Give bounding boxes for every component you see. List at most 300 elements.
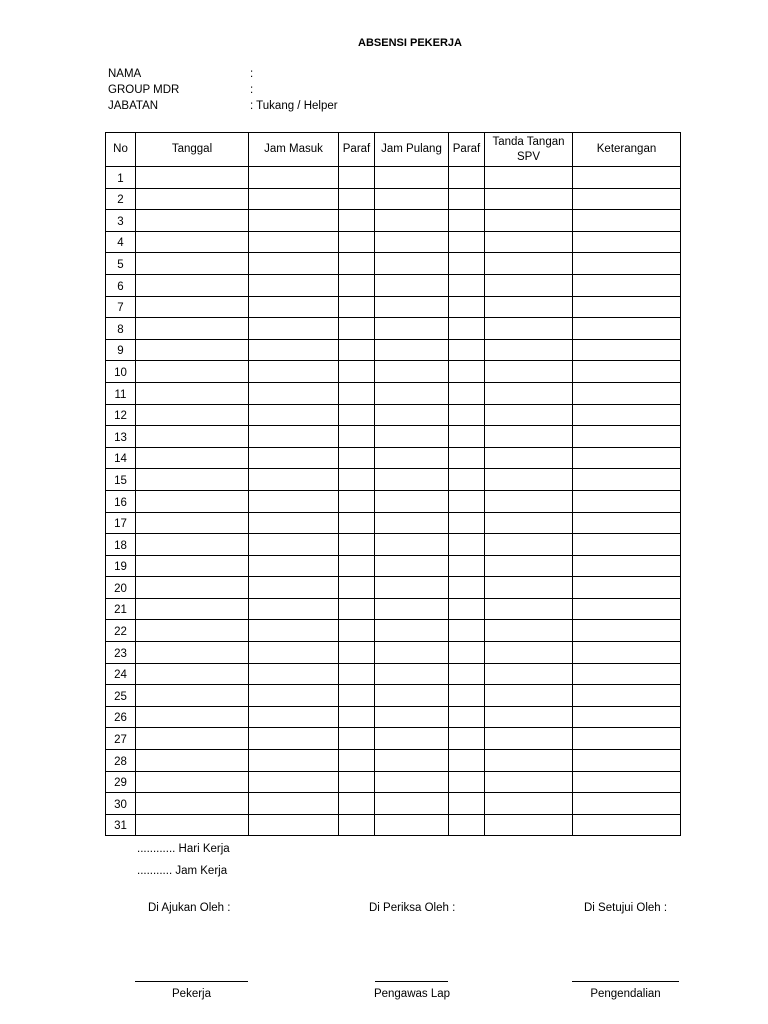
cell-jam-pulang[interactable]: [375, 404, 449, 426]
cell-paraf-masuk[interactable]: [339, 771, 375, 793]
cell-paraf-pulang[interactable]: [449, 534, 485, 556]
cell-tanda-tangan[interactable]: [485, 231, 573, 253]
cell-jam-masuk[interactable]: [249, 296, 339, 318]
signature-name-pengawas: Pengawas Lap: [373, 988, 451, 1000]
signature-label-diajukan: Di Ajukan Oleh :: [148, 902, 231, 914]
table-row: [106, 167, 681, 189]
row-number: 3: [106, 210, 136, 232]
table-row: [106, 771, 681, 793]
cell-tanggal[interactable]: [136, 404, 249, 426]
cell-jam-pulang[interactable]: [375, 490, 449, 512]
cell-keterangan[interactable]: [573, 188, 681, 210]
cell-jam-pulang[interactable]: [375, 728, 449, 750]
cell-paraf-masuk[interactable]: [339, 339, 375, 361]
cell-paraf-masuk[interactable]: [339, 404, 375, 426]
cell-paraf-pulang[interactable]: [449, 642, 485, 664]
cell-paraf-masuk[interactable]: [339, 210, 375, 232]
cell-paraf-pulang[interactable]: [449, 188, 485, 210]
table-row: [106, 793, 681, 815]
cell-jam-masuk[interactable]: [249, 814, 339, 836]
header-tanda-tangan-spv: [485, 133, 573, 167]
cell-keterangan[interactable]: [573, 793, 681, 815]
cell-tanggal[interactable]: [136, 663, 249, 685]
cell-jam-masuk[interactable]: [249, 339, 339, 361]
cell-tanggal[interactable]: [136, 620, 249, 642]
cell-paraf-pulang[interactable]: [449, 469, 485, 491]
cell-keterangan[interactable]: [573, 706, 681, 728]
cell-paraf-pulang[interactable]: [449, 814, 485, 836]
cell-jam-masuk[interactable]: [249, 577, 339, 599]
cell-paraf-pulang[interactable]: [449, 620, 485, 642]
table-row: [106, 642, 681, 664]
cell-keterangan[interactable]: [573, 296, 681, 318]
cell-keterangan[interactable]: [573, 447, 681, 469]
cell-keterangan[interactable]: [573, 318, 681, 340]
row-number: 30: [106, 793, 136, 815]
table-row: [106, 490, 681, 512]
row-number: 27: [106, 728, 136, 750]
cell-paraf-masuk[interactable]: [339, 750, 375, 772]
cell-tanda-tangan[interactable]: [485, 404, 573, 426]
cell-jam-masuk[interactable]: [249, 253, 339, 275]
header-jam-masuk: Jam Masuk: [249, 133, 339, 167]
cell-jam-masuk[interactable]: [249, 167, 339, 189]
cell-jam-pulang[interactable]: [375, 663, 449, 685]
cell-paraf-pulang[interactable]: [449, 274, 485, 296]
cell-paraf-pulang[interactable]: [449, 361, 485, 383]
cell-tanggal[interactable]: [136, 728, 249, 750]
cell-jam-masuk[interactable]: [249, 447, 339, 469]
header-no: No: [106, 133, 136, 167]
cell-jam-masuk[interactable]: [249, 512, 339, 534]
cell-keterangan[interactable]: [573, 577, 681, 599]
cell-tanda-tangan[interactable]: [485, 382, 573, 404]
cell-jam-masuk[interactable]: [249, 793, 339, 815]
cell-jam-pulang[interactable]: [375, 339, 449, 361]
cell-keterangan[interactable]: [573, 663, 681, 685]
signature-line-pekerja: [135, 981, 248, 982]
cell-jam-pulang[interactable]: [375, 296, 449, 318]
cell-paraf-masuk[interactable]: [339, 663, 375, 685]
cell-tanda-tangan[interactable]: [485, 706, 573, 728]
cell-jam-pulang[interactable]: [375, 577, 449, 599]
cell-paraf-masuk[interactable]: [339, 296, 375, 318]
cell-jam-pulang[interactable]: [375, 318, 449, 340]
cell-paraf-pulang[interactable]: [449, 706, 485, 728]
signature-label-diperiksa: Di Periksa Oleh :: [369, 902, 456, 914]
table-row: [106, 577, 681, 599]
cell-paraf-pulang[interactable]: [449, 296, 485, 318]
cell-tanggal[interactable]: [136, 685, 249, 707]
cell-paraf-pulang[interactable]: [449, 555, 485, 577]
cell-tanggal[interactable]: [136, 706, 249, 728]
cell-tanggal[interactable]: [136, 318, 249, 340]
row-number: 9: [106, 339, 136, 361]
table-row: [106, 188, 681, 210]
cell-keterangan[interactable]: [573, 534, 681, 556]
cell-keterangan[interactable]: [573, 210, 681, 232]
cell-tanggal[interactable]: [136, 361, 249, 383]
cell-keterangan[interactable]: [573, 339, 681, 361]
cell-tanggal[interactable]: [136, 793, 249, 815]
cell-tanggal[interactable]: [136, 771, 249, 793]
cell-jam-masuk[interactable]: [249, 382, 339, 404]
cell-tanda-tangan[interactable]: [485, 469, 573, 491]
info-value-nama: :: [250, 68, 254, 80]
cell-tanda-tangan[interactable]: [485, 728, 573, 750]
cell-jam-masuk[interactable]: [249, 490, 339, 512]
cell-tanda-tangan[interactable]: [485, 793, 573, 815]
cell-jam-pulang[interactable]: [375, 361, 449, 383]
cell-jam-pulang[interactable]: [375, 382, 449, 404]
cell-keterangan[interactable]: [573, 598, 681, 620]
cell-keterangan[interactable]: [573, 685, 681, 707]
cell-jam-pulang[interactable]: [375, 793, 449, 815]
cell-jam-masuk[interactable]: [249, 210, 339, 232]
cell-jam-masuk[interactable]: [249, 771, 339, 793]
table-row: [106, 728, 681, 750]
cell-keterangan[interactable]: [573, 167, 681, 189]
row-number: 4: [106, 231, 136, 253]
cell-jam-pulang[interactable]: [375, 210, 449, 232]
cell-paraf-masuk[interactable]: [339, 253, 375, 275]
table-row: [106, 253, 681, 275]
cell-paraf-masuk[interactable]: [339, 512, 375, 534]
cell-tanda-tangan[interactable]: [485, 642, 573, 664]
cell-paraf-pulang[interactable]: [449, 447, 485, 469]
cell-tanda-tangan[interactable]: [485, 210, 573, 232]
cell-paraf-masuk[interactable]: [339, 555, 375, 577]
cell-paraf-masuk[interactable]: [339, 490, 375, 512]
cell-tanggal[interactable]: [136, 188, 249, 210]
cell-keterangan[interactable]: [573, 382, 681, 404]
cell-keterangan[interactable]: [573, 512, 681, 534]
cell-paraf-masuk[interactable]: [339, 231, 375, 253]
cell-tanggal[interactable]: [136, 167, 249, 189]
cell-jam-pulang[interactable]: [375, 447, 449, 469]
cell-paraf-pulang[interactable]: [449, 728, 485, 750]
table-row: [106, 339, 681, 361]
table-row: [106, 685, 681, 707]
table-row: [106, 382, 681, 404]
row-number: 5: [106, 253, 136, 275]
cell-jam-masuk[interactable]: [249, 361, 339, 383]
cell-paraf-masuk[interactable]: [339, 426, 375, 448]
cell-keterangan[interactable]: [573, 728, 681, 750]
row-number: 8: [106, 318, 136, 340]
summary-hari-kerja: ............ Hari Kerja: [137, 843, 230, 855]
cell-tanda-tangan[interactable]: [485, 620, 573, 642]
cell-tanggal[interactable]: [136, 231, 249, 253]
cell-jam-pulang[interactable]: [375, 253, 449, 275]
signature-line-pengawas: [375, 981, 448, 982]
signature-name-pengendalian: Pengendalian: [590, 988, 661, 1000]
cell-tanda-tangan[interactable]: [485, 771, 573, 793]
table-row: [106, 447, 681, 469]
cell-keterangan[interactable]: [573, 469, 681, 491]
table-row: [106, 814, 681, 836]
cell-keterangan[interactable]: [573, 642, 681, 664]
cell-tanda-tangan[interactable]: [485, 750, 573, 772]
table-row: [106, 512, 681, 534]
cell-keterangan[interactable]: [573, 555, 681, 577]
cell-keterangan[interactable]: [573, 490, 681, 512]
row-number: 18: [106, 534, 136, 556]
cell-paraf-masuk[interactable]: [339, 814, 375, 836]
cell-jam-pulang[interactable]: [375, 750, 449, 772]
cell-paraf-masuk[interactable]: [339, 318, 375, 340]
table-row: [106, 534, 681, 556]
cell-keterangan[interactable]: [573, 274, 681, 296]
table-row: [106, 210, 681, 232]
header-paraf-masuk: Paraf: [339, 133, 375, 167]
signature-label-disetujui: Di Setujui Oleh :: [584, 902, 668, 914]
cell-paraf-pulang[interactable]: [449, 253, 485, 275]
row-number: 28: [106, 750, 136, 772]
cell-tanggal[interactable]: [136, 534, 249, 556]
cell-jam-pulang[interactable]: [375, 167, 449, 189]
cell-jam-pulang[interactable]: [375, 512, 449, 534]
info-label-nama: NAMA: [108, 68, 142, 80]
row-number: 17: [106, 512, 136, 534]
cell-tanda-tangan[interactable]: [485, 339, 573, 361]
cell-paraf-masuk[interactable]: [339, 382, 375, 404]
cell-tanggal[interactable]: [136, 750, 249, 772]
cell-jam-pulang[interactable]: [375, 814, 449, 836]
cell-keterangan[interactable]: [573, 750, 681, 772]
row-number: 31: [106, 814, 136, 836]
cell-jam-masuk[interactable]: [249, 188, 339, 210]
cell-jam-pulang[interactable]: [375, 426, 449, 448]
header-tanggal: Tanggal: [136, 133, 249, 167]
cell-keterangan[interactable]: [573, 771, 681, 793]
row-number: 21: [106, 598, 136, 620]
cell-paraf-pulang[interactable]: [449, 404, 485, 426]
cell-tanda-tangan[interactable]: [485, 555, 573, 577]
cell-tanda-tangan[interactable]: [485, 598, 573, 620]
table-row: [106, 750, 681, 772]
table-row: [106, 404, 681, 426]
cell-tanggal[interactable]: [136, 447, 249, 469]
cell-tanggal[interactable]: [136, 469, 249, 491]
header-keterangan: Keterangan: [573, 133, 681, 167]
row-number: 22: [106, 620, 136, 642]
table-row: [106, 361, 681, 383]
cell-tanggal[interactable]: [136, 339, 249, 361]
cell-tanggal[interactable]: [136, 490, 249, 512]
row-number: 7: [106, 296, 136, 318]
table-row: [106, 296, 681, 318]
cell-paraf-pulang[interactable]: [449, 577, 485, 599]
cell-tanda-tangan[interactable]: [485, 447, 573, 469]
cell-jam-masuk[interactable]: [249, 274, 339, 296]
row-number: 19: [106, 555, 136, 577]
cell-paraf-masuk[interactable]: [339, 706, 375, 728]
cell-tanggal[interactable]: [136, 512, 249, 534]
cell-tanda-tangan[interactable]: [485, 685, 573, 707]
cell-jam-masuk[interactable]: [249, 663, 339, 685]
summary-jam-kerja: ........... Jam Kerja: [137, 865, 228, 877]
cell-tanda-tangan[interactable]: [485, 426, 573, 448]
cell-tanggal[interactable]: [136, 253, 249, 275]
row-number: 25: [106, 685, 136, 707]
cell-tanggal[interactable]: [136, 814, 249, 836]
row-number: 24: [106, 663, 136, 685]
cell-paraf-pulang[interactable]: [449, 426, 485, 448]
table-row: [106, 598, 681, 620]
cell-jam-pulang[interactable]: [375, 188, 449, 210]
row-number: 11: [106, 382, 136, 404]
table-row: [106, 426, 681, 448]
row-number: 12: [106, 404, 136, 426]
table-row: [106, 620, 681, 642]
cell-paraf-pulang[interactable]: [449, 210, 485, 232]
cell-jam-masuk[interactable]: [249, 426, 339, 448]
row-number: 26: [106, 706, 136, 728]
cell-tanggal[interactable]: [136, 426, 249, 448]
cell-tanggal[interactable]: [136, 555, 249, 577]
cell-tanda-tangan[interactable]: [485, 814, 573, 836]
cell-jam-masuk[interactable]: [249, 750, 339, 772]
cell-paraf-masuk[interactable]: [339, 274, 375, 296]
signature-line-pengendalian: [572, 981, 679, 982]
cell-jam-masuk[interactable]: [249, 231, 339, 253]
cell-jam-pulang[interactable]: [375, 534, 449, 556]
cell-paraf-masuk[interactable]: [339, 598, 375, 620]
table-row: [106, 231, 681, 253]
table-row: [106, 663, 681, 685]
info-value-group: :: [250, 84, 254, 96]
cell-jam-pulang[interactable]: [375, 274, 449, 296]
cell-keterangan[interactable]: [573, 814, 681, 836]
info-label-jabatan: JABATAN: [108, 100, 159, 112]
cell-jam-masuk[interactable]: [249, 598, 339, 620]
header-tanda-tangan-line2: SPV: [516, 150, 540, 163]
row-number: 2: [106, 188, 136, 210]
cell-tanggal[interactable]: [136, 577, 249, 599]
cell-jam-pulang[interactable]: [375, 598, 449, 620]
cell-tanda-tangan[interactable]: [485, 188, 573, 210]
cell-keterangan[interactable]: [573, 231, 681, 253]
table-row: [106, 469, 681, 491]
cell-jam-masuk[interactable]: [249, 620, 339, 642]
cell-tanda-tangan[interactable]: [485, 512, 573, 534]
cell-keterangan[interactable]: [573, 404, 681, 426]
cell-jam-pulang[interactable]: [375, 642, 449, 664]
cell-jam-masuk[interactable]: [249, 404, 339, 426]
cell-jam-masuk[interactable]: [249, 706, 339, 728]
cell-paraf-masuk[interactable]: [339, 188, 375, 210]
page-title: ABSENSI PEKERJA: [358, 37, 462, 49]
cell-paraf-masuk[interactable]: [339, 361, 375, 383]
cell-paraf-masuk[interactable]: [339, 685, 375, 707]
cell-jam-masuk[interactable]: [249, 642, 339, 664]
cell-jam-pulang[interactable]: [375, 469, 449, 491]
cell-paraf-masuk[interactable]: [339, 469, 375, 491]
cell-tanda-tangan[interactable]: [485, 663, 573, 685]
row-number: 10: [106, 361, 136, 383]
cell-paraf-pulang[interactable]: [449, 685, 485, 707]
cell-tanggal[interactable]: [136, 274, 249, 296]
header-jam-pulang: Jam Pulang: [375, 133, 449, 167]
row-number: 29: [106, 771, 136, 793]
cell-paraf-masuk[interactable]: [339, 167, 375, 189]
cell-paraf-pulang[interactable]: [449, 598, 485, 620]
cell-paraf-pulang[interactable]: [449, 167, 485, 189]
cell-jam-pulang[interactable]: [375, 620, 449, 642]
cell-jam-masuk[interactable]: [249, 728, 339, 750]
cell-paraf-pulang[interactable]: [449, 793, 485, 815]
cell-paraf-pulang[interactable]: [449, 512, 485, 534]
cell-tanda-tangan[interactable]: [485, 253, 573, 275]
cell-jam-pulang[interactable]: [375, 685, 449, 707]
cell-paraf-pulang[interactable]: [449, 231, 485, 253]
cell-jam-pulang[interactable]: [375, 771, 449, 793]
cell-jam-masuk[interactable]: [249, 685, 339, 707]
cell-paraf-pulang[interactable]: [449, 771, 485, 793]
cell-paraf-pulang[interactable]: [449, 318, 485, 340]
row-number: 20: [106, 577, 136, 599]
table-row: [106, 555, 681, 577]
cell-jam-masuk[interactable]: [249, 555, 339, 577]
cell-jam-masuk[interactable]: [249, 469, 339, 491]
cell-paraf-pulang[interactable]: [449, 339, 485, 361]
cell-paraf-pulang[interactable]: [449, 750, 485, 772]
cell-keterangan[interactable]: [573, 620, 681, 642]
table-row: [106, 706, 681, 728]
cell-jam-pulang[interactable]: [375, 231, 449, 253]
header-paraf-pulang: Paraf: [449, 133, 485, 167]
cell-tanggal[interactable]: [136, 598, 249, 620]
cell-paraf-masuk[interactable]: [339, 793, 375, 815]
cell-tanda-tangan[interactable]: [485, 490, 573, 512]
cell-tanggal[interactable]: [136, 642, 249, 664]
cell-jam-masuk[interactable]: [249, 534, 339, 556]
cell-jam-pulang[interactable]: [375, 706, 449, 728]
header-tanda-tangan-line1: Tanda Tangan: [492, 135, 565, 148]
cell-paraf-pulang[interactable]: [449, 490, 485, 512]
cell-jam-pulang[interactable]: [375, 555, 449, 577]
cell-tanda-tangan[interactable]: [485, 167, 573, 189]
cell-tanggal[interactable]: [136, 210, 249, 232]
cell-tanggal[interactable]: [136, 382, 249, 404]
cell-tanda-tangan[interactable]: [485, 318, 573, 340]
cell-tanda-tangan[interactable]: [485, 577, 573, 599]
cell-tanda-tangan[interactable]: [485, 361, 573, 383]
cell-paraf-masuk[interactable]: [339, 447, 375, 469]
cell-paraf-masuk[interactable]: [339, 728, 375, 750]
cell-paraf-masuk[interactable]: [339, 577, 375, 599]
cell-paraf-pulang[interactable]: [449, 663, 485, 685]
cell-keterangan[interactable]: [573, 426, 681, 448]
row-number: 14: [106, 447, 136, 469]
cell-keterangan[interactable]: [573, 253, 681, 275]
cell-tanda-tangan[interactable]: [485, 534, 573, 556]
info-label-group: GROUP MDR: [108, 84, 180, 96]
cell-paraf-masuk[interactable]: [339, 642, 375, 664]
table-row: [106, 318, 681, 340]
cell-keterangan[interactable]: [573, 361, 681, 383]
cell-tanda-tangan[interactable]: [485, 296, 573, 318]
cell-tanda-tangan[interactable]: [485, 274, 573, 296]
row-number: 23: [106, 642, 136, 664]
cell-paraf-masuk[interactable]: [339, 620, 375, 642]
cell-paraf-pulang[interactable]: [449, 382, 485, 404]
cell-paraf-masuk[interactable]: [339, 534, 375, 556]
signature-name-pekerja: Pekerja: [172, 988, 211, 1000]
cell-tanggal[interactable]: [136, 296, 249, 318]
cell-jam-masuk[interactable]: [249, 318, 339, 340]
